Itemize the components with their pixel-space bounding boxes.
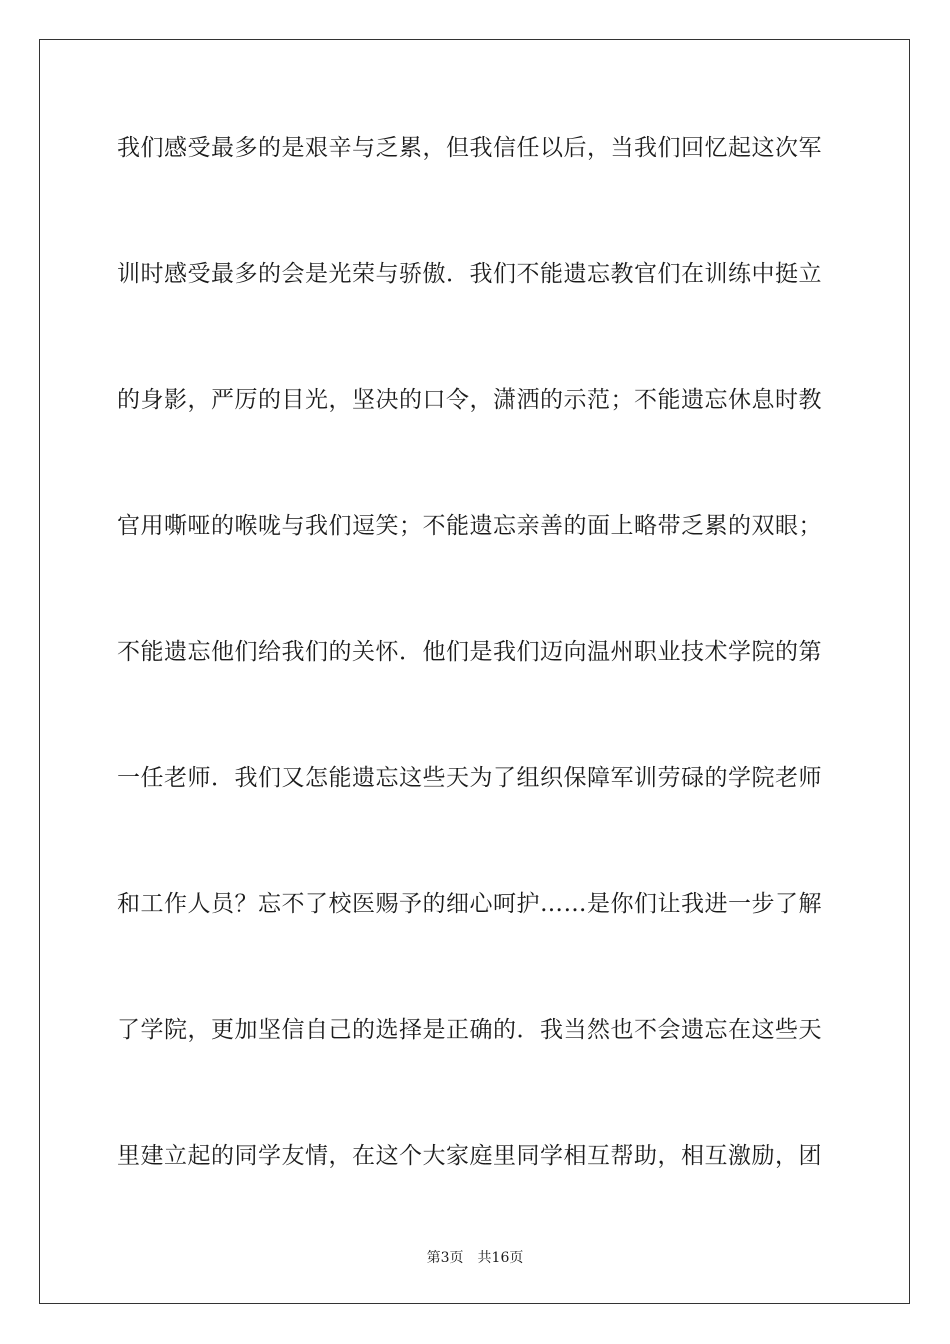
text-line: 了学院，更加坚信自己的选择是正确的．我当然也不会遗忘在这些天 [117,1017,822,1043]
page-footer [0,1249,950,1267]
text-line: 和工作人员？忘不了校医赐予的细心呵护……是你们让我进一步了解 [117,891,822,917]
text-line: 的身影，严厉的目光，坚决的口令，潇洒的示范；不能遗忘休息时教 [117,387,822,413]
text-line: 里建立起的同学友情，在这个大家庭里同学相互帮助，相互激励，团 [117,1143,822,1169]
text-line: 训时感受最多的会是光荣与骄傲．我们不能遗忘教官们在训练中挺立 [117,261,822,287]
page-frame [39,39,910,1304]
text-line: 不能遗忘他们给我们的关怀．他们是我们迈向温州职业技术学院的第 [117,639,822,665]
text-line: 官用嘶哑的喉咙与我们逗笑；不能遗忘亲善的面上略带乏累的双眼； [117,513,822,539]
page-total: 共16页 [477,1250,524,1266]
text-line: 一任老师．我们又怎能遗忘这些天为了组织保障军训劳碌的学院老师 [117,765,822,791]
page-number: 第3页 [426,1250,464,1266]
text-line: 我们感受最多的是艰辛与乏累，但我信任以后，当我们回忆起这次军 [117,135,822,161]
